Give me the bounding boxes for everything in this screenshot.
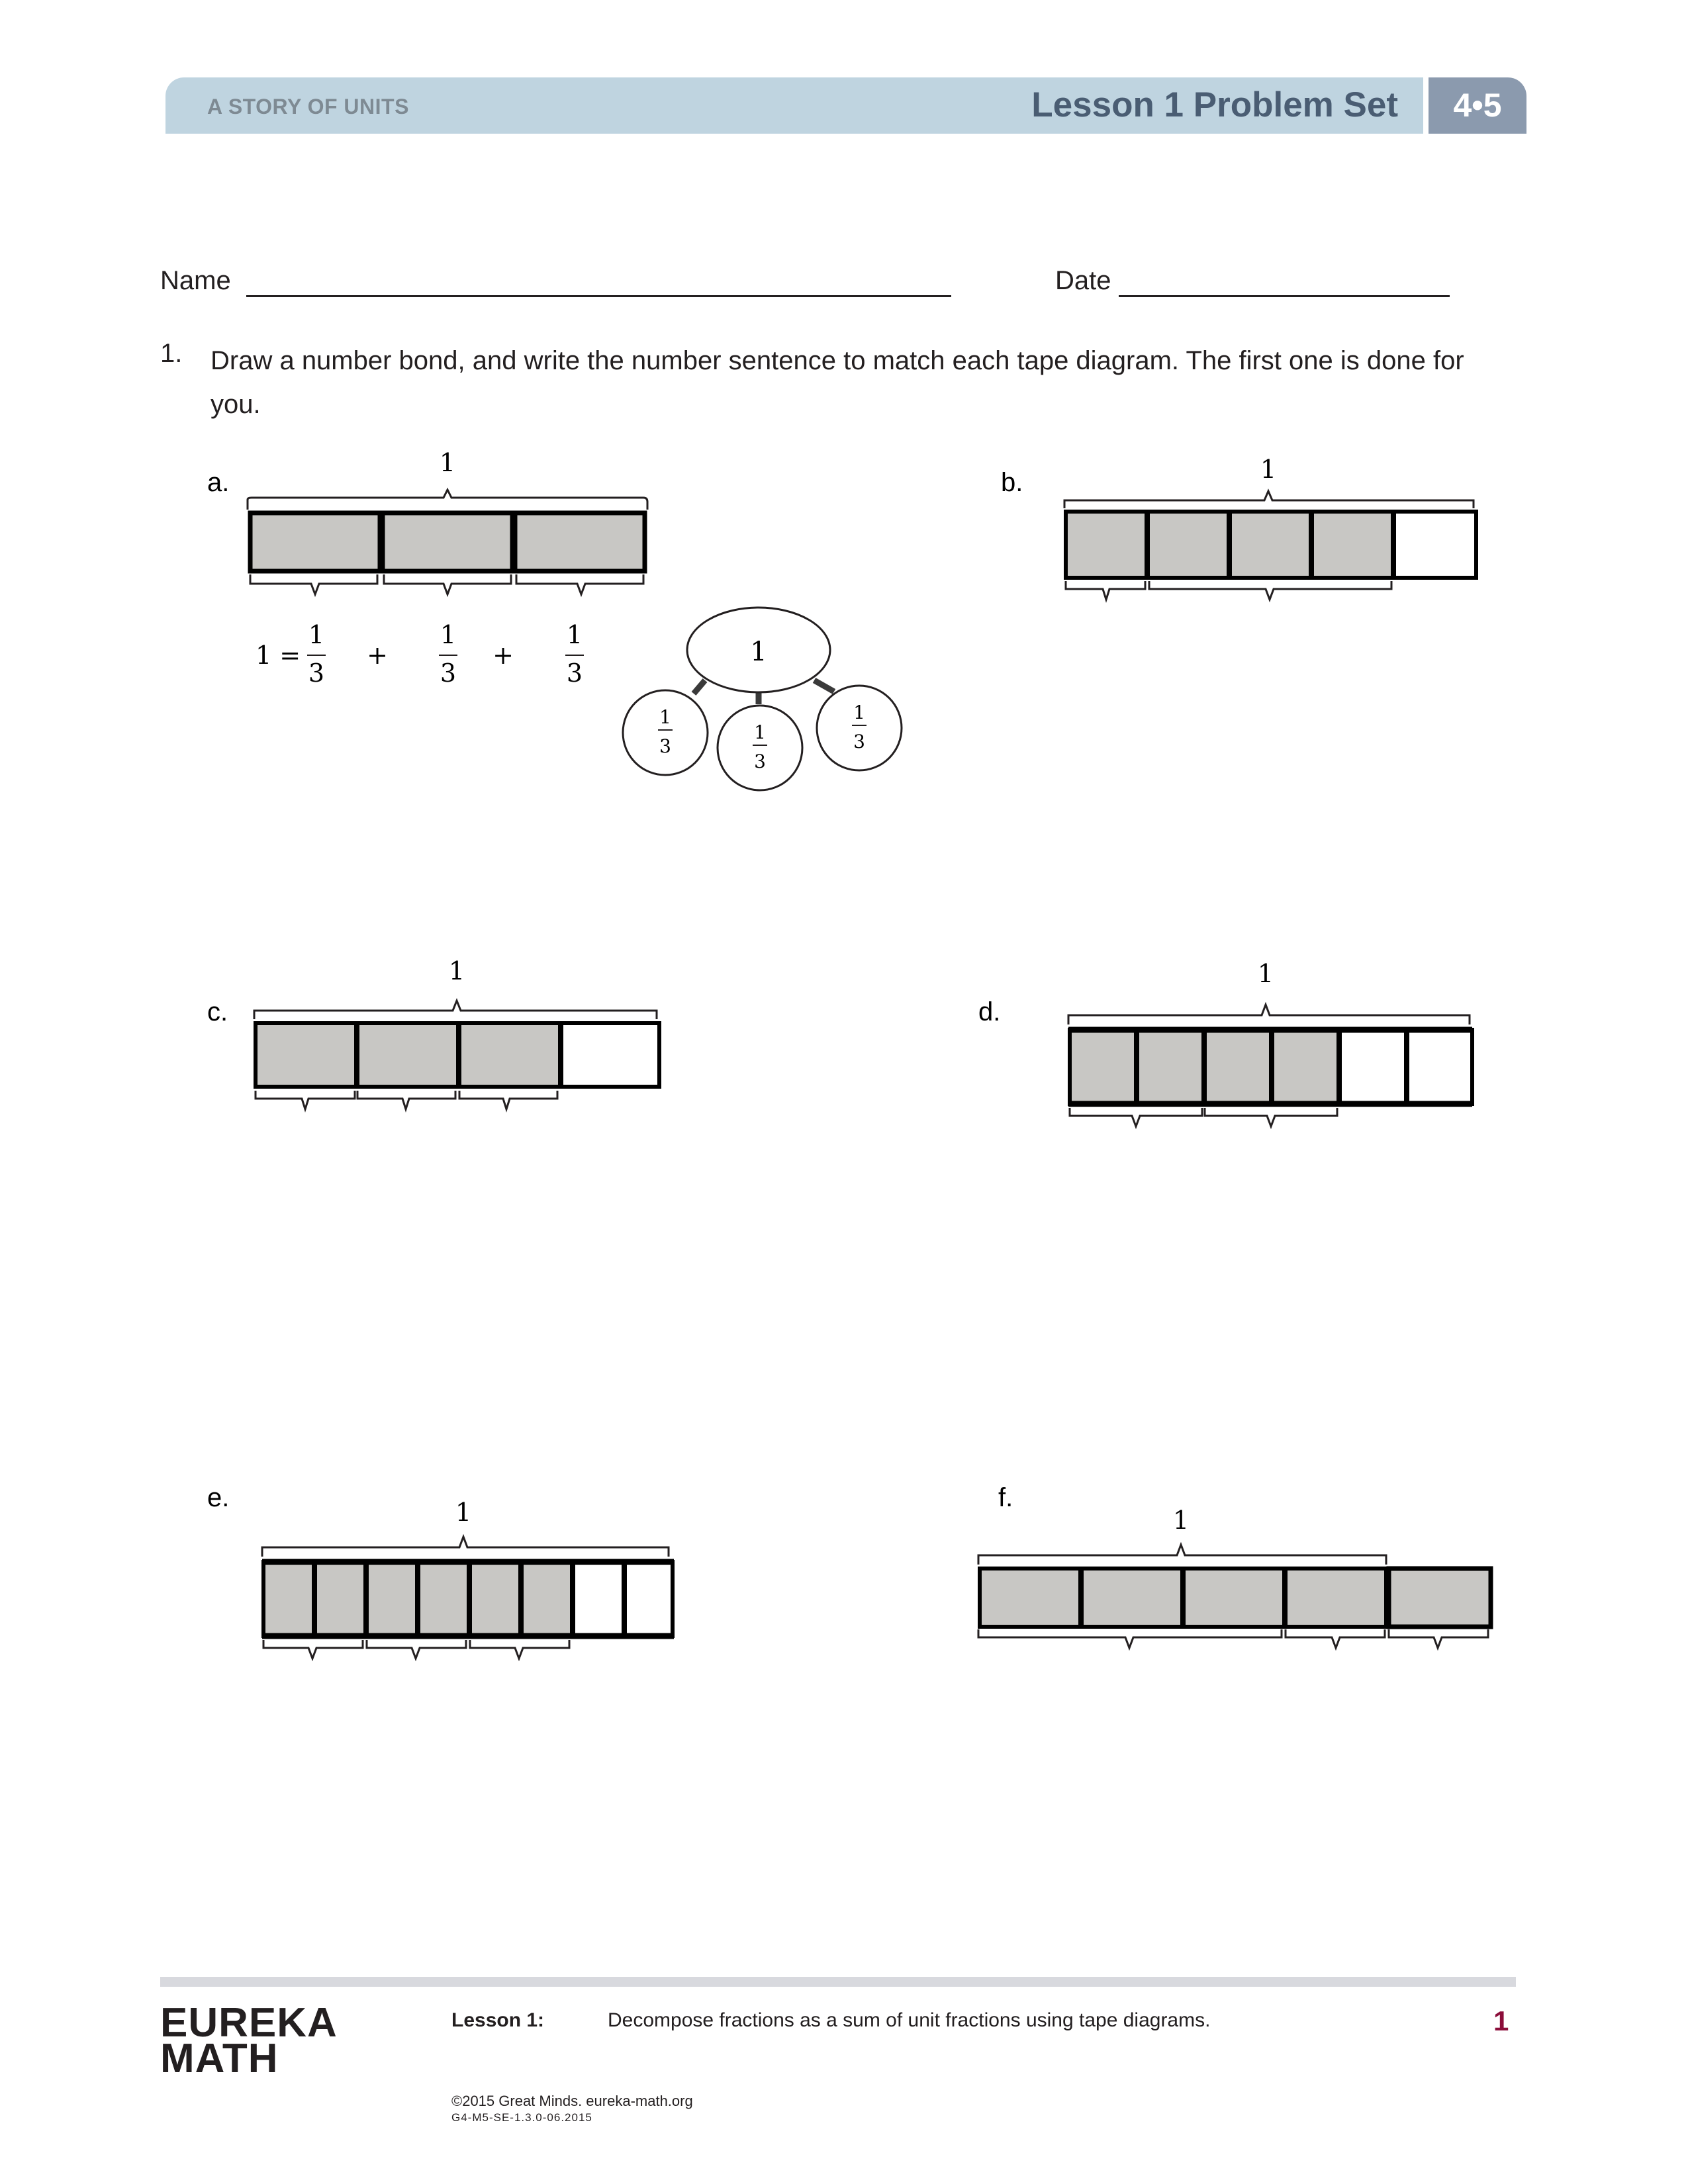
diagram-a-bottom-brace <box>516 574 643 594</box>
diagram-d-segment <box>1272 1030 1338 1104</box>
diagram-d-letter: d. <box>978 997 1001 1026</box>
diagram-e-bottom-brace <box>367 1640 466 1659</box>
diagram-c-segment <box>357 1023 458 1087</box>
diagram-e-segment <box>418 1562 469 1636</box>
diagram-c-whole: 1 <box>448 956 465 985</box>
diagram-a <box>207 448 902 790</box>
svg-text:1: 1 <box>754 721 766 743</box>
diagram-d <box>978 959 1472 1126</box>
diagram-d-segment <box>1137 1030 1203 1104</box>
diagram-b-segment <box>1230 512 1311 578</box>
diagram-f-top-brace <box>978 1545 1386 1565</box>
diagram-d-whole: 1 <box>1257 959 1274 988</box>
diagram-d-segment <box>1340 1030 1406 1104</box>
footer-lesson-description: Decompose fractions as a sum of unit fractions using tape diagrams. <box>608 2009 1211 2031</box>
diagram-c-segment <box>459 1023 560 1087</box>
svg-text:1: 1 <box>659 706 671 728</box>
diagram-a-top-brace <box>248 490 647 510</box>
svg-text:1: 1 <box>853 702 865 723</box>
grade-module-badge: 4•5 <box>1429 77 1526 134</box>
diagram-d-segment <box>1407 1030 1472 1104</box>
diagram-b-segment <box>1394 512 1476 578</box>
diagram-c-letter: c. <box>207 997 228 1026</box>
bond-part-circle <box>623 690 708 775</box>
diagram-a-bottom-brace <box>384 574 511 594</box>
diagram-b-segment <box>1066 512 1147 578</box>
diagram-b-segment <box>1148 512 1229 578</box>
fraction-denominator: 3 <box>308 659 325 688</box>
footer-rule <box>160 1977 1516 1987</box>
diagram-e-segment <box>522 1562 572 1636</box>
diagram-e-segment <box>470 1562 520 1636</box>
svg-text:3: 3 <box>659 735 671 757</box>
diagram-e-bottom-brace <box>263 1640 363 1659</box>
equation-term-1 <box>307 620 326 688</box>
fraction-denominator: 3 <box>440 659 457 688</box>
equation-term-3 <box>565 620 584 688</box>
fraction-numerator: 1 <box>440 620 457 649</box>
diagram-f-bottom-brace <box>1389 1629 1488 1648</box>
equation-term-2 <box>439 620 457 688</box>
problem-number: 1. <box>160 339 183 368</box>
diagram-e-bottom-brace <box>470 1640 569 1659</box>
diagram-f <box>978 1483 1491 1648</box>
name-label: Name <box>160 266 231 295</box>
svg-text:3: 3 <box>754 751 766 772</box>
diagram-d-segment <box>1070 1030 1136 1104</box>
diagram-b-bottom-brace <box>1066 581 1145 600</box>
diagram-b-bottom-brace <box>1149 581 1391 600</box>
footer-lesson-label: Lesson 1: <box>451 2009 545 2031</box>
diagram-f-whole: 1 <box>1172 1506 1190 1535</box>
plus-sign: + <box>492 641 514 670</box>
diagram-e-segment <box>315 1562 365 1636</box>
diagram-b-top-brace <box>1064 491 1474 508</box>
diagram-a-letter: a. <box>207 468 230 497</box>
lesson-title: Lesson 1 Problem Set <box>1031 85 1398 124</box>
diagram-e-top-brace <box>262 1537 669 1557</box>
diagram-e-segment <box>625 1562 673 1636</box>
document-code: G4-M5-SE-1.3.0-06.2015 <box>451 2111 592 2124</box>
diagram-e-segment <box>263 1562 314 1636</box>
diagram-f-segment <box>1286 1569 1386 1627</box>
copyright: ©2015 Great Minds. eureka-math.org <box>451 2093 693 2109</box>
diagram-d-segment <box>1205 1030 1271 1104</box>
diagram-c-top-brace <box>254 1001 657 1019</box>
number-bond <box>623 608 902 790</box>
diagram-e-whole: 1 <box>455 1498 472 1527</box>
diagram-b-whole: 1 <box>1260 455 1277 484</box>
diagram-a-bottom-brace <box>250 574 377 594</box>
diagram-f-bottom-brace <box>978 1629 1282 1648</box>
diagram-a-segment <box>515 513 645 571</box>
series-title: A STORY OF UNITS <box>207 95 409 118</box>
fraction-numerator: 1 <box>308 620 325 649</box>
diagram-c-bottom-brace <box>256 1091 355 1109</box>
equation-lhs: 1 = <box>256 641 301 670</box>
diagram-f-bottom-brace <box>1286 1629 1385 1648</box>
bond-whole-value: 1 <box>750 637 767 667</box>
diagram-e-letter: e. <box>207 1483 230 1512</box>
diagram-c <box>207 956 659 1109</box>
svg-text:3: 3 <box>853 731 865 752</box>
date-label: Date <box>1055 266 1111 295</box>
diagram-f-segment <box>1082 1569 1182 1627</box>
diagram-c-segment <box>561 1023 659 1087</box>
diagram-b-letter: b. <box>1001 468 1023 497</box>
diagram-e-segment <box>367 1562 417 1636</box>
diagram-d-bottom-brace <box>1070 1108 1202 1126</box>
diagram-f-letter: f. <box>998 1483 1013 1512</box>
diagram-c-segment <box>256 1023 356 1087</box>
page-number: 1 <box>1493 2005 1509 2036</box>
diagram-f-segment <box>980 1569 1080 1627</box>
diagram-a-whole: 1 <box>439 448 456 477</box>
diagram-b <box>1001 455 1476 600</box>
problem-text: Draw a number bond, and write the number sentence to match each tape diagram. The first one is done for you. <box>211 346 1464 419</box>
diagram-b-segment <box>1312 512 1393 578</box>
diagram-d-bottom-brace <box>1205 1108 1337 1126</box>
diagram-c-bottom-brace <box>459 1091 557 1109</box>
fraction-denominator: 3 <box>566 659 583 688</box>
diagram-d-top-brace <box>1068 1005 1470 1024</box>
fraction-numerator: 1 <box>566 620 583 649</box>
diagram-f-segment <box>1184 1569 1284 1627</box>
bond-part-circle <box>718 705 802 790</box>
diagram-e <box>207 1483 674 1659</box>
diagram-f-segment <box>1389 1569 1491 1627</box>
bond-part-circle <box>817 686 902 770</box>
diagram-a-segment <box>250 513 380 571</box>
diagram-e-segment <box>573 1562 624 1636</box>
diagram-c-bottom-brace <box>357 1091 455 1109</box>
diagram-a-segment <box>383 513 512 571</box>
plus-sign: + <box>367 641 388 670</box>
eureka-math-logo: EUREKA MATH <box>160 2000 338 2081</box>
